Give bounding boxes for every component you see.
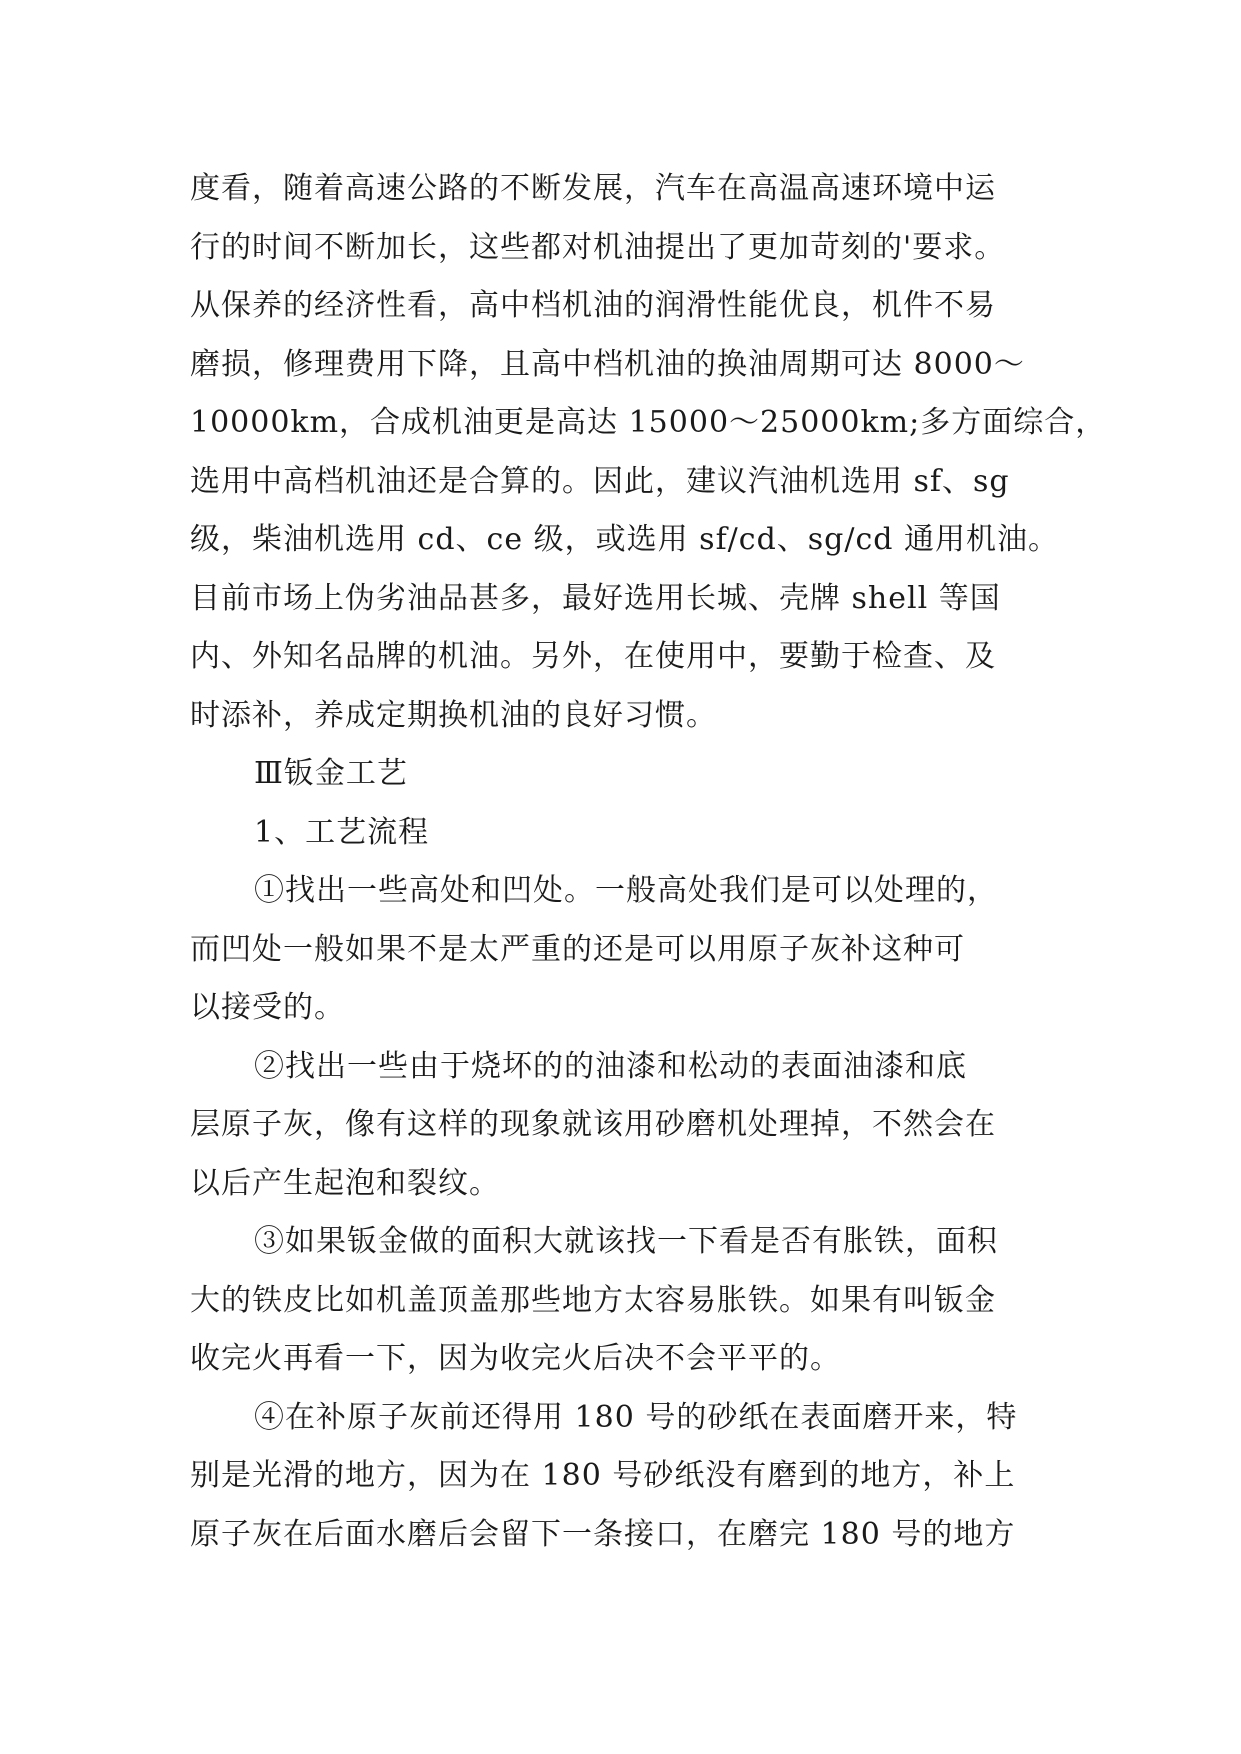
text-line: 大的铁皮比如机盖顶盖那些地方太容易胀铁。如果有叫钣金 (190, 1282, 996, 1318)
text-line: 度看，随着高速公路的不断发展，汽车在高温高速环境中运 (190, 171, 996, 206)
text-line: 层原子灰，像有这样的现象就该用砂磨机处理掉，不然会在 (190, 1107, 996, 1142)
text-line: 而凹处一般如果不是太严重的还是可以用原子灰补这种可 (190, 931, 965, 967)
text-line: 从保养的经济性看，高中档机油的润滑性能优良，机件不易 (190, 288, 996, 323)
text-line: 目前市场上伪劣油品甚多，最好选用长城、壳牌 shell 等国 (190, 580, 1001, 616)
text-line: ④在补原子灰前还得用 180 号的砂纸在表面磨开来，特 (254, 1399, 1018, 1435)
text-line: 行的时间不断加长，这些都对机油提出了更加苛刻的'要求。 (190, 229, 1006, 265)
text-line: 10000km，合成机油更是高达 15000～25000km;多方面综合， (190, 405, 1107, 440)
text-line: 原子灰在后面水磨后会留下一条接口，在磨完 180 号的地方 (190, 1516, 1016, 1552)
section-heading: Ⅲ钣金工艺 (254, 756, 408, 791)
text-line: ②找出一些由于烧坏的的油漆和松动的表面油漆和底 (254, 1048, 967, 1084)
text-line: 收完火再看一下，因为收完火后决不会平平的。 (190, 1341, 841, 1376)
text-line: 时添补，养成定期换机油的良好习惯。 (190, 697, 717, 733)
subsection-heading: 1、工艺流程 (254, 814, 430, 850)
text-line: 磨损，修理费用下降，且高中档机油的换油周期可达 8000～ (190, 346, 1025, 382)
text-line: 别是光滑的地方，因为在 180 号砂纸没有磨到的地方，补上 (190, 1458, 1016, 1493)
text-line: 以后产生起泡和裂纹。 (190, 1165, 500, 1201)
text-line: ①找出一些高处和凹处。一般高处我们是可以处理的， (254, 873, 998, 908)
document-page (190, 160, 1107, 1564)
text-line: 级，柴油机选用 cd、ce 级，或选用 sf/cd、sg/cd 通用机油。 (190, 522, 1060, 557)
text-line: 以接受的。 (190, 990, 345, 1025)
text-line: 选用中高档机油还是合算的。因此，建议汽油机选用 sf、sg (190, 463, 1010, 499)
text-line: 内、外知名品牌的机油。另外，在使用中，要勤于检查、及 (190, 639, 996, 674)
text-line: ③如果钣金做的面积大就该找一下看是否有胀铁，面积 (254, 1224, 998, 1259)
